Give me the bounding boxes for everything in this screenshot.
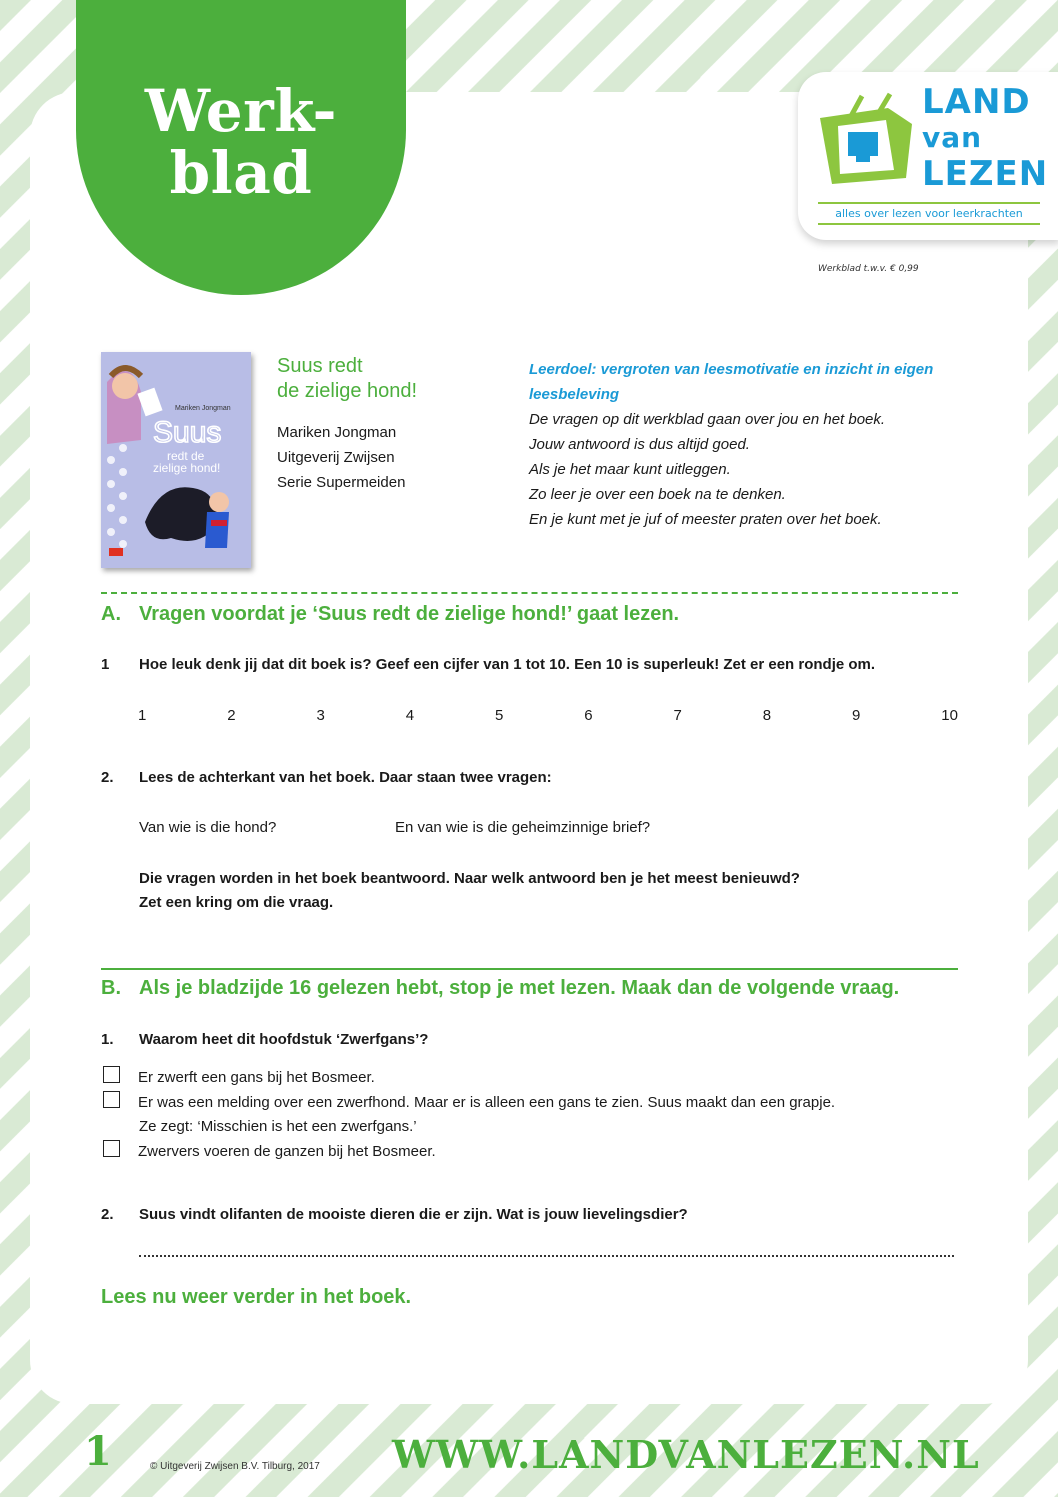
page-number: 1 [84,1428,112,1475]
rating-option[interactable]: 2 [227,707,236,724]
goal-line: Jouw antwoord is dus altijd goed. [529,436,750,453]
cover-title-3: zielige hond! [153,461,221,475]
logo-word-lezen: LEZEN [922,154,1049,194]
learning-goal-title-1: Leerdoel: vergroten van leesmotivatie en inzicht in eigen [529,361,934,378]
book-author: Mariken Jongman [277,424,397,441]
section-b-title: Als je bladzijde 16 gelezen hebt, stop je met lezen. Maak dan de volgende vraag. [139,977,900,999]
answer-option-continuation: Ze zegt: ‘Misschien is het een zwerfgans.’ [139,1118,417,1135]
rating-option[interactable]: 7 [673,707,682,724]
checkbox[interactable] [103,1091,120,1108]
answer-option-text: Er zwerft een gans bij het Bosmeer. [138,1069,375,1086]
answer-option-text: Zwervers voeren de ganzen bij het Bosmeer. [138,1143,436,1160]
checkbox[interactable] [103,1140,120,1157]
book-publisher: Uitgeverij Zwijsen [277,449,395,466]
rating-option[interactable]: 4 [405,707,415,724]
question-a1 [101,656,875,673]
question-text: Waarom heet dit hoofdstuk ‘Zwerfgans’? [139,1031,429,1048]
tv-book-icon [816,90,916,190]
rating-option[interactable]: 10 [941,707,958,724]
answer-line[interactable] [139,1255,954,1257]
question-number: 2. [101,1206,114,1223]
question-number: 1. [101,1031,114,1048]
goal-line: En je kunt met je juf of meester praten over het boek. [529,511,882,528]
title-line-2: blad [169,138,313,207]
question-a2 [101,769,552,786]
goal-line: Als je het maar kunt uitleggen. [529,461,731,478]
checkbox[interactable] [103,1066,120,1083]
section-b-divider [101,968,958,970]
question-number: 2. [101,769,114,786]
answer-option[interactable] [103,1094,835,1111]
closing-instruction: Lees nu weer verder in het boek. [101,1286,412,1308]
rating-option[interactable]: 3 [316,707,325,724]
book-title-line-1: Suus redt [277,355,363,377]
question-number: 1 [101,656,110,673]
logo-wordmark [922,84,1048,192]
logo-word-van: van [922,121,983,154]
cover-author: Mariken Jongman [175,405,231,412]
question-text: Suus vindt olifanten de mooiste dieren die er zijn. Wat is jouw lievelingsdier? [139,1206,688,1223]
title-line-1: Werk- [144,76,338,145]
question-instruction-2: Zet een kring om die vraag. [139,894,334,911]
answer-option[interactable] [103,1069,375,1086]
learning-goal-title-2: leesbeleving [529,386,620,403]
book-info [277,354,417,495]
rating-option[interactable]: 9 [852,707,861,724]
rating-option[interactable]: 6 [584,707,593,724]
land-van-lezen-logo[interactable] [798,72,1058,240]
answer-option[interactable] [103,1143,436,1160]
book-cover-image [101,352,251,568]
rating-option[interactable]: 1 [138,707,147,724]
question-b1 [101,1031,428,1048]
price-note: Werkblad t.w.v. € 0,99 [818,264,919,274]
logo-word-land: LAND [922,82,1031,122]
rating-option[interactable]: 8 [762,707,772,724]
section-a-heading [101,603,679,626]
logo-tagline: alles over lezen voor leerkrachten [818,202,1040,225]
rating-scale [138,707,958,724]
cover-title-2: redt de [167,449,205,463]
learning-goal [529,357,969,532]
answer-option-text: Er was een melding over een zwerfhond. Maar er is alleen een gans te zien. Suus maakt dan een grapje. [138,1094,836,1111]
copyright-notice: © Uitgeverij Zwijsen B.V. Tilburg, 2017 [150,1461,320,1472]
book-series: Serie Supermeiden [277,474,406,491]
section-a-title: Vragen voordat je ‘Suus redt de zielige hond!’ gaat lezen. [139,603,680,625]
question-instruction-1: Die vragen worden in het boek beantwoord. Naar welk antwoord ben je het meest benieuwd? [139,870,800,887]
goal-line: De vragen op dit werkblad gaan over jou en het boek. [529,411,886,428]
rating-option[interactable]: 5 [495,707,504,724]
book-title-line-2: de zielige hond! [277,380,418,402]
question-text: Lees de achterkant van het boek. Daar staan twee vragen: [139,769,552,786]
question-b2 [101,1206,688,1223]
goal-line: Zo leer je over een boek na te denken. [529,486,786,503]
cover-title-1: Suus [153,416,222,449]
website-link[interactable]: WWW.LANDVANLEZEN.NL [392,1432,980,1477]
question-choice-1[interactable]: Van wie is die hond? [139,819,277,836]
section-a-letter: A. [101,603,121,625]
section-b-letter: B. [101,977,121,999]
section-b-heading [101,977,899,1000]
section-a-divider [101,592,958,594]
question-text: Hoe leuk denk jij dat dit boek is? Geef een cijfer van 1 tot 10. Een 10 is superleuk! Zet er een rondje om. [139,656,876,673]
question-choice-2[interactable]: En van wie is die geheimzinnige brief? [395,819,651,836]
